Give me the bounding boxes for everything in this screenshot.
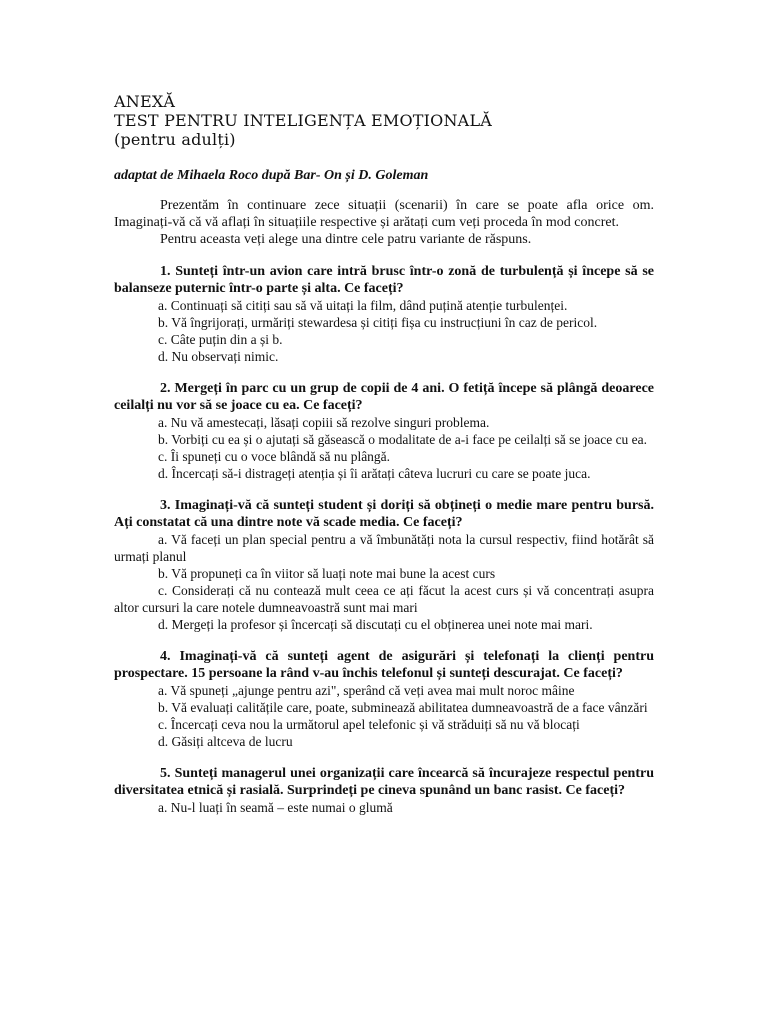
question-text: 1. Sunteți într-un avion care intră brusc într-o zonă de turbulență și începe să se balanseze puternic într-o parte și alta. Ce faceți? <box>114 264 654 296</box>
option-a: a. Nu-l luați în seamă – este numai o glumă <box>158 800 393 815</box>
option-d: d. Nu observați nimic. <box>158 349 279 364</box>
option-c: c. Încercați ceva nou la următorul apel telefonic și vă străduiți să nu vă blocați <box>158 717 580 732</box>
option-b: b. Vă evaluați calitățile care, poate, subminează abilitatea dumneavoastră de a face vânzări <box>158 700 648 715</box>
option-c: c. Câte puțin din a și b. <box>158 332 283 347</box>
intro-paragraph-2: Pentru aceasta veți alege una dintre cele patru variante de răspuns. <box>160 232 532 247</box>
document-subtitle: adaptat de Mihaela Roco după Bar- On și D. Goleman <box>114 168 429 183</box>
question-text: 5. Sunteți managerul unei organizații care încearcă să încurajeze respectul pentru diversitatea etnică și rasială. Surprindeți pe cineva spunând un banc rasist. Ce faceți? <box>114 766 654 798</box>
option-d: d. Încercați să-i distrageți atenția și îi arătați câteva lucruri cu care se poate juca. <box>158 466 591 481</box>
intro-section <box>114 197 654 248</box>
document-page <box>114 92 654 816</box>
question-text: 2. Mergeți în parc cu un grup de copii de 4 ani. O fetiță începe să plângă deoarece ceilalți nu vor să se joace cu ea. Ce faceți? <box>114 381 654 413</box>
intro-paragraph-1: Prezentăm în continuare zece situații (scenarii) în care se poate afla orice om. Imaginați-vă că vă aflați în situațiile respective și arătați cum veți proceda în mod concret. <box>114 198 654 230</box>
question-text: 3. Imaginați-vă că sunteți student și doriți să obțineți o medie mare pentru bursă. Ați constatat că una dintre note vă scade media. Ce faceți? <box>114 498 654 530</box>
option-b: b. Vă propuneți ca în viitor să luați note mai bune la acest curs <box>158 566 496 581</box>
option-d: d. Găsiți altceva de lucru <box>158 734 293 749</box>
option-c: c. Considerați că nu contează mult ceea ce ați făcut la acest curs și vă concentrați asupra altor cursuri la care notele dumneavoastră sunt mai mari <box>114 583 654 615</box>
option-b: b. Vă îngrijorați, urmăriți stewardesa și citiți fișa cu instrucțiuni în caz de pericol. <box>158 315 598 330</box>
question-3 <box>114 497 654 633</box>
title-line-annex: ANEXĂ <box>114 92 176 111</box>
question-1 <box>114 263 654 365</box>
question-5 <box>114 765 654 816</box>
option-a: a. Nu vă amestecați, lăsați copiii să rezolve singuri problema. <box>158 415 490 430</box>
question-4 <box>114 648 654 750</box>
option-a: a. Vă faceți un plan special pentru a vă îmbunătăți nota la cursul respectiv, fiind hotărât să urmați planul <box>114 532 654 564</box>
option-d: d. Mergeți la profesor și încercați să discutați cu el obținerea unei note mai mari. <box>158 617 593 632</box>
title-line-test: TEST PENTRU INTELIGENȚA EMOȚIONALĂ <box>114 111 493 130</box>
option-a: a. Vă spuneți „ajunge pentru azi", sperând că veți avea mai mult noroc mâine <box>158 683 575 698</box>
option-a: a. Continuați să citiți sau să vă uitați la film, dând puțină atenție turbulenței. <box>158 298 568 313</box>
document-title <box>114 92 654 149</box>
option-c: c. Îi spuneți cu o voce blândă să nu plângă. <box>158 449 391 464</box>
title-line-audience: (pentru adulți) <box>114 130 236 149</box>
question-2 <box>114 380 654 482</box>
question-text: 4. Imaginați-vă că sunteți agent de asigurări și telefonați la clienți pentru prospectare. 15 persoane la rând v-au închis telefonul și sunteți descurajat. Ce faceți? <box>114 649 654 681</box>
option-b: b. Vorbiți cu ea și o ajutați să găsească o modalitate de a-i face pe ceilalți să se joace cu ea. <box>158 432 648 447</box>
